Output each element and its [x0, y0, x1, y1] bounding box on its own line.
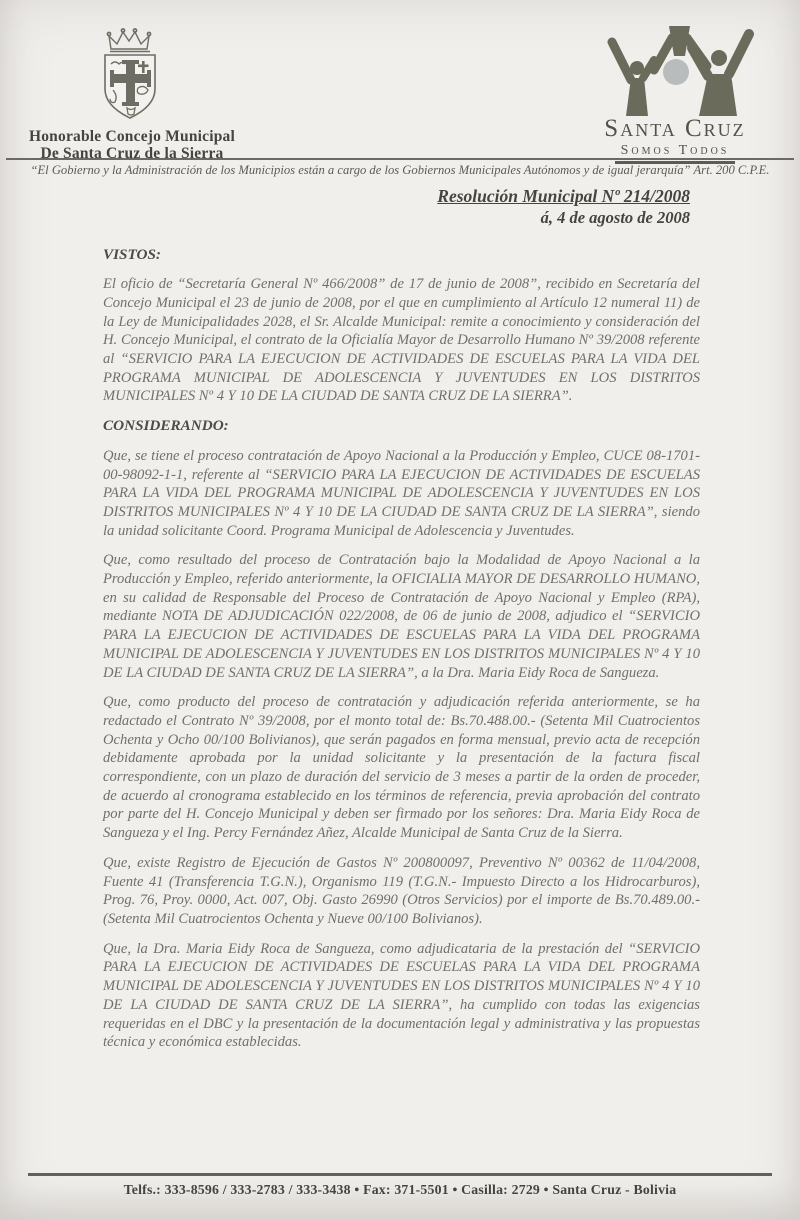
letterhead-footer	[0, 1173, 800, 1198]
org-name-line1: Honorable Concejo Municipal	[28, 128, 236, 145]
paragraph-considerando-5: Que, la Dra. Maria Eidy Roca de Sangueza, como adjudicataria de la prestación del “SERVICIO PARA LA EJECUCION DE ACTIVIDADES DE ESCUELAS PARA LA VIDA DEL PROGRAMA MUNICIPAL DE ADOLESCENCIA Y JUVENTUDES EN LOS DISTRITOS MUNICIPALES Nº 4 Y 10 DE LA CIUDAD DE SANTA CRUZ DE LA SIERRA”, ha cumplido con todas las exigencias requeridas en el DBC y la presentación de la documentación legal y administrativa y las propuestas técnica y económica establecidas.	[103, 940, 700, 1051]
section-heading-vistos: VISTOS:	[103, 245, 161, 263]
paragraph-considerando-4: Que, existe Registro de Ejecución de Gastos Nº 200800097, Preventivo Nº 00362 de 11/04/2008, Fuente 41 (Transferencia T.G.N.), Organismo 119 (T.G.N.- Impuesto Directo a los Hidrocarburos), Prog. 76, Proy. 0000, Act. 007, Obj. Gasto 26990 (Otros Servicios) por el importe de Bs.70.489.00.- (Setenta Mil Cuatrocientos Ochenta y Nueve 00/100 Bolivianos).	[103, 854, 700, 927]
resolution-number: Resolución Municipal Nº 214/2008	[437, 186, 690, 206]
constitutional-quote: “El Gobierno y la Administración de los Municipios están a cargo de los Gobiernos Municipales Autónomos y de igual jerarquía” Art. 200 C.P.E.	[30, 163, 770, 177]
resolution-title-block	[0, 178, 800, 229]
municipal-council-block	[22, 22, 242, 163]
logo-wordmark: Santa Cruz	[604, 115, 746, 142]
paragraph-considerando-3: Que, como producto del proceso de contratación y adjudicación referida anteriormente, se ha redactado el Contrato Nº 39/2008, por el monto total de: Bs.70.488.00.- (Setenta Mil Cuatrocientos Ochenta y Ocho 00/100 Bolivianos), que serán pagados en forma mensual, previo acta de recepción debidamente aprobada por la unidad solicitante y la presentación de la factura fiscal correspondiente, con un plazo de duración del servicio de 3 meses a partir de la orden de proceder, de acuerdo al cronograma establecido en los términos de referencia, previa aprobación del contrato por parte del H. Concejo Municipal y deben ser firmado por los señores: Dra. Maria Eidy Roca de Sangueza y el Ing. Percy Fernández Añez, Alcalde Municipal de Santa Cruz de la Sierra.	[103, 694, 700, 842]
paragraph-vistos-1: El oficio de “Secretaría General Nº 466/2008” de 17 de junio de 2008”, recibido en Secretaría del Concejo Municipal el 23 de junio de 2008, por el que en cumplimiento al Artículo 12 numeral 11) de la Ley de Municipalidades 2028, el Sr. Alcalde Municipal: remite a conocimiento y consideración del H. Concejo Municipal, el contrato de la Oficialía Mayor de Desarrollo Humano Nº 39/2008 referente al “SERVICIO PARA LA EJECUCION DE ACTIVIDADES DE ESCUELAS PARA LA VIDA DEL PROGRAMA MUNICIPAL DE ADOLESCENCIA Y JUVENTUDES EN LOS DISTRITOS MUNICIPALES Nº 4 Y 10 DE LA CIUDAD DE SANTA CRUZ DE LA SIERRA”.	[103, 276, 700, 405]
logo-tagline-underline	[615, 143, 736, 164]
coat-of-arms-icon	[93, 28, 171, 124]
paragraph-considerando-2: Que, como resultado del proceso de Contratación bajo la Modalidad de Apoyo Nacional a la Producción y Empleo, referido anteriormente, la OFICIALIA MAYOR DE DESARROLLO HUMANO, en su calidad de Responsable del Proceso de Contratación de Apoyo Nacional y Empleo (RPA), mediante NOTA DE ADJUDICACIÓN 022/2008, de 06 de junio de 2008, adjudico el “SERVICIO PARA LA EJECUCION DE ACTIVIDADES DE ESCUELAS PARA LA VIDA DEL PROGRAMA MUNICIPAL DE ADOLESCENCIA Y JUVENTUDES EN LOS DISTRITOS MUNICIPALES Nº 4 Y 10 DE LA CIUDAD DE SANTA CRUZ DE LA SIERRA”, a la Dra. Maria Eidy Roca de Sangueza.	[103, 552, 700, 681]
section-heading-considerando: CONSIDERANDO:	[103, 417, 229, 435]
footer-divider	[28, 1173, 772, 1176]
letterhead	[0, 0, 800, 163]
logo-tagline: Somos Todos	[620, 143, 730, 158]
resolution-date: á, 4 de agosto de 2008	[540, 207, 690, 227]
document-body	[0, 229, 800, 1052]
santa-cruz-logo	[580, 22, 770, 164]
paragraph-considerando-1: Que, se tiene el proceso contratación de Apoyo Nacional a la Producción y Empleo, CUCE 08-1701-00-98092-1-1, referente al “SERVICIO PARA LA EJECUCION DE ACTIVIDADES DE ESCUELAS PARA LA VIDA DEL PROGRAMA MUNICIPAL DE ADOLESCENCIA Y JUVENTUDES EN LOS DISTRITOS MUNICIPALES Nº 4 Y 10 DE LA CIUDAD DE SANTA CRUZ DE LA SIERRA”, siendo la unidad solicitante Coord. Programa Municipal de Adolescencia y Juventudes.	[103, 447, 700, 539]
org-name-line2: De Santa Cruz de la Sierra	[40, 145, 224, 163]
contact-info: Telfs.: 333-8596 / 333-2783 / 333-3438 • Fax: 371-5501 • Casilla: 2729 • Santa Cruz - Bolivia	[123, 1182, 677, 1197]
three-figures-raised-arms-icon	[595, 24, 755, 116]
